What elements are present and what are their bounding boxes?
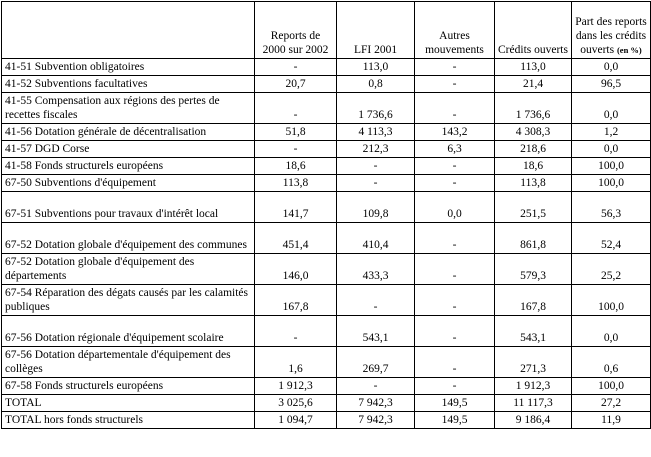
row-value: 52,4	[572, 223, 651, 254]
row-value: 143,2	[415, 124, 495, 141]
row-value: 251,5	[495, 192, 572, 223]
row-value: 9 186,4	[495, 412, 572, 429]
row-value: 4 308,3	[495, 124, 572, 141]
table-row	[2, 347, 651, 378]
row-value: 1 736,6	[495, 93, 572, 124]
header-row	[2, 2, 651, 59]
row-value: -	[337, 285, 415, 316]
row-value: 149,5	[415, 412, 495, 429]
row-value: 1 912,3	[495, 378, 572, 395]
row-value: 543,1	[495, 316, 572, 347]
row-label: 41-55 Compensation aux régions des pertes de recettes fiscales	[2, 93, 255, 124]
row-value: 269,7	[337, 347, 415, 378]
row-value: 7 942,3	[337, 395, 415, 412]
row-value: 861,8	[495, 223, 572, 254]
row-value: 1,6	[255, 347, 337, 378]
row-value: 579,3	[495, 254, 572, 285]
row-value: 167,8	[495, 285, 572, 316]
row-value: 51,8	[255, 124, 337, 141]
row-value: 0,8	[337, 76, 415, 93]
table-row	[2, 141, 651, 158]
row-value: 25,2	[572, 254, 651, 285]
financial-table	[1, 1, 651, 429]
row-value: 109,8	[337, 192, 415, 223]
row-value: -	[337, 175, 415, 192]
row-value: 100,0	[572, 175, 651, 192]
table-row	[2, 412, 651, 429]
header-cell-credits-ouverts: Crédits ouverts	[495, 2, 572, 59]
row-value: 271,3	[495, 347, 572, 378]
row-value: 113,8	[495, 175, 572, 192]
row-value: 1 912,3	[255, 378, 337, 395]
row-value: 7 942,3	[337, 412, 415, 429]
row-label: 67-50 Subventions d'équipement	[2, 175, 255, 192]
table-row	[2, 378, 651, 395]
row-value: 1,2	[572, 124, 651, 141]
row-value: 96,5	[572, 76, 651, 93]
row-label: TOTAL	[2, 395, 255, 412]
row-value: 3 025,6	[255, 395, 337, 412]
table-row	[2, 395, 651, 412]
row-value: 0,0	[415, 192, 495, 223]
row-value: 212,3	[337, 141, 415, 158]
row-value: 433,3	[337, 254, 415, 285]
row-value: 56,3	[572, 192, 651, 223]
row-label: 41-51 Subvention obligatoires	[2, 59, 255, 76]
row-label: 67-51 Subventions pour travaux d'intérêt local	[2, 192, 255, 223]
row-value: -	[255, 316, 337, 347]
row-label: 67-58 Fonds structurels européens	[2, 378, 255, 395]
row-value: 146,0	[255, 254, 337, 285]
row-label: 41-56 Dotation générale de décentralisation	[2, 124, 255, 141]
row-label: TOTAL hors fonds structurels	[2, 412, 255, 429]
row-value: 0,0	[572, 141, 651, 158]
table-row	[2, 93, 651, 124]
row-value: 6,3	[415, 141, 495, 158]
financial-table-container	[0, 1, 651, 457]
row-value: -	[415, 254, 495, 285]
row-value: 27,2	[572, 395, 651, 412]
header-part-text: Part des reports dans les crédits ouverts	[575, 15, 647, 56]
row-value: -	[337, 378, 415, 395]
row-label: 41-58 Fonds structurels européens	[2, 158, 255, 175]
table-row	[2, 124, 651, 141]
row-value: 18,6	[495, 158, 572, 175]
row-value: 4 113,3	[337, 124, 415, 141]
table-row	[2, 223, 651, 254]
table-row	[2, 192, 651, 223]
row-value: 113,0	[337, 59, 415, 76]
header-cell-reports: Reports de 2000 sur 2002	[255, 2, 337, 59]
row-value: 218,6	[495, 141, 572, 158]
row-value: 11 117,3	[495, 395, 572, 412]
table-row	[2, 285, 651, 316]
row-value: -	[415, 59, 495, 76]
row-value: -	[415, 76, 495, 93]
row-label: 67-56 Dotation régionale d'équipement scolaire	[2, 316, 255, 347]
row-value: -	[255, 59, 337, 76]
table-row	[2, 158, 651, 175]
row-label: 67-56 Dotation départementale d'équipement des collèges	[2, 347, 255, 378]
row-value: 0,6	[572, 347, 651, 378]
table-header	[2, 2, 651, 59]
row-value: 100,0	[572, 285, 651, 316]
row-value: 0,0	[572, 316, 651, 347]
header-cell-part-reports	[572, 2, 651, 59]
row-value: -	[415, 93, 495, 124]
row-value: 11,9	[572, 412, 651, 429]
table-row	[2, 316, 651, 347]
row-value: 113,8	[255, 175, 337, 192]
row-value: -	[415, 347, 495, 378]
row-value: 1 736,6	[337, 93, 415, 124]
row-value: 1 094,7	[255, 412, 337, 429]
header-part-note: (en %)	[616, 44, 642, 55]
row-value: 100,0	[572, 158, 651, 175]
row-value: 141,7	[255, 192, 337, 223]
row-value: 410,4	[337, 223, 415, 254]
row-value: 167,8	[255, 285, 337, 316]
row-label: 41-52 Subventions facultatives	[2, 76, 255, 93]
row-value: -	[255, 141, 337, 158]
table-row	[2, 76, 651, 93]
row-label: 67-52 Dotation globale d'équipement des communes	[2, 223, 255, 254]
row-value: -	[255, 93, 337, 124]
row-value: 543,1	[337, 316, 415, 347]
row-value: -	[415, 158, 495, 175]
row-value: 20,7	[255, 76, 337, 93]
row-value: -	[337, 158, 415, 175]
row-value: -	[415, 378, 495, 395]
table-row	[2, 175, 651, 192]
row-value: -	[415, 316, 495, 347]
row-value: 18,6	[255, 158, 337, 175]
row-value: 100,0	[572, 378, 651, 395]
header-cell-blank	[2, 2, 255, 59]
header-cell-autres-mouvements: Autres mouvements	[415, 2, 495, 59]
header-cell-lfi: LFI 2001	[337, 2, 415, 59]
row-value: -	[415, 285, 495, 316]
row-value: -	[415, 175, 495, 192]
table-body	[2, 59, 651, 429]
row-value: 0,0	[572, 59, 651, 76]
row-label: 67-54 Réparation des dégats causés par les calamités publiques	[2, 285, 255, 316]
row-value: -	[415, 223, 495, 254]
row-value: 0,0	[572, 93, 651, 124]
row-value: 113,0	[495, 59, 572, 76]
row-value: 451,4	[255, 223, 337, 254]
table-row	[2, 254, 651, 285]
row-label: 41-57 DGD Corse	[2, 141, 255, 158]
table-row	[2, 59, 651, 76]
row-label: 67-52 Dotation globale d'équipement des départements	[2, 254, 255, 285]
row-value: 21,4	[495, 76, 572, 93]
row-value: 149,5	[415, 395, 495, 412]
